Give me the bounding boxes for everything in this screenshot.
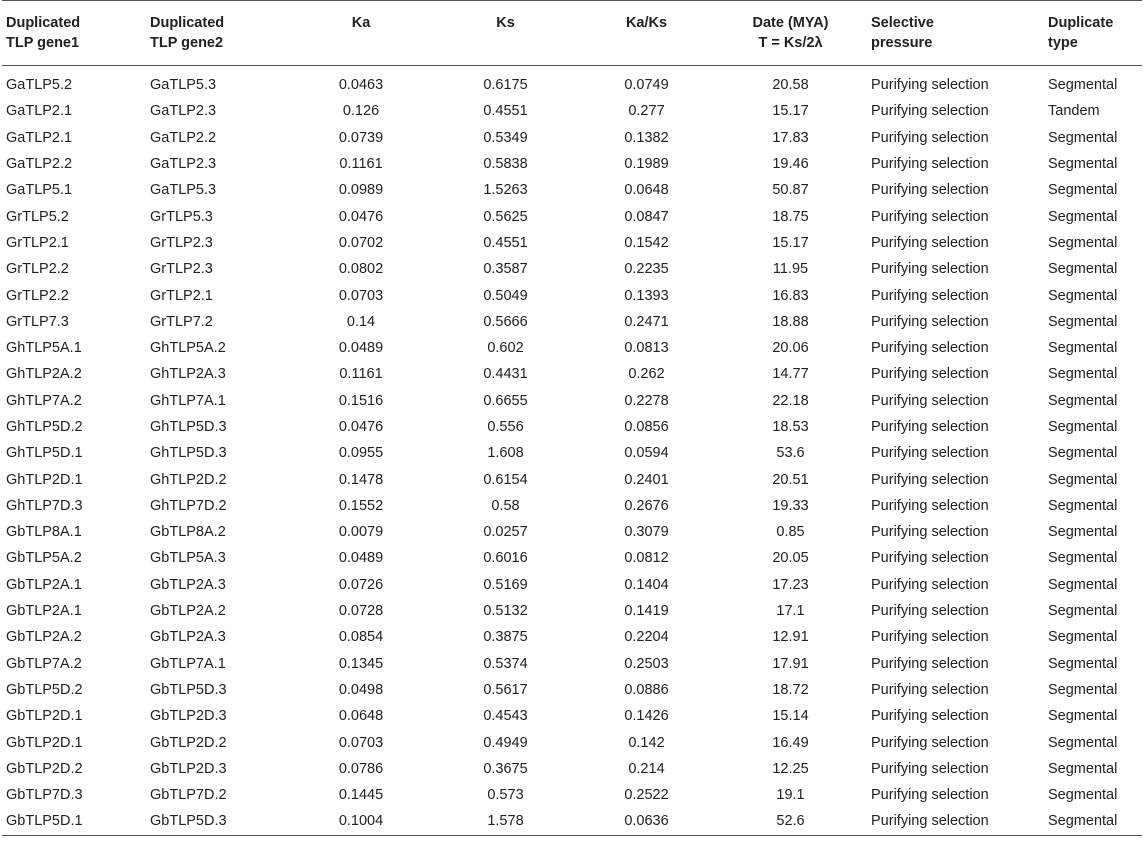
header-ks: Ks [496,15,515,31]
selective-pressure-cell: Purifying selection [871,287,989,304]
ka-cell: 0.0955 [338,445,384,462]
duplicate-type-cell: Segmental [1048,813,1118,830]
gene2-cell: GbTLP8A.2 [150,524,226,541]
table-row [2,256,1142,282]
date-cell: 15.17 [772,234,809,251]
table-row [2,203,1142,229]
selective-pressure-cell: Purifying selection [871,208,989,225]
selective-pressure-cell: Purifying selection [871,445,989,462]
gene2-cell: GrTLP7.2 [150,313,213,330]
date-cell: 15.14 [772,708,809,725]
gene2-cell: GaTLP2.3 [150,103,217,120]
gene1-cell: GaTLP2.1 [6,129,73,146]
ka-ks-cell: 0.0648 [624,182,669,199]
ka-cell: 0.0786 [338,760,384,777]
ks-cell: 0.5374 [483,655,528,672]
date-cell: 18.53 [772,419,809,435]
ka-ks-cell: 0.2401 [624,471,669,488]
gene2-cell: GbTLP5A.3 [150,550,226,567]
date-cell: 19.33 [772,497,809,514]
ka-cell: 0.0726 [338,576,384,593]
ka-ks-cell: 0.2278 [624,392,669,409]
gene2-cell: GhTLP5A.2 [150,340,226,357]
date-cell: 18.75 [772,208,809,225]
gene1-cell: GbTLP5A.2 [6,550,82,567]
date-cell: 17.23 [772,576,809,593]
gene1-cell: GbTLP2A.1 [6,603,82,620]
table-row [2,651,1142,677]
header-ka-ks: Ka/Ks [625,15,668,31]
header-gene1: Duplicated TLP gene1 [6,15,81,51]
duplicate-type-cell: Segmental [1048,261,1118,278]
gene1-cell: GhTLP5A.1 [6,340,82,357]
table-row [2,440,1142,466]
gene2-cell: GaTLP5.3 [150,182,217,199]
gene1-cell: GbTLP5D.2 [6,681,83,698]
selective-pressure-cell: Purifying selection [871,524,989,541]
ka-ks-cell: 0.214 [628,760,665,777]
duplicate-type-cell: Segmental [1048,603,1118,620]
duplicate-type-cell: Segmental [1048,576,1118,593]
gene2-cell: GaTLP2.3 [150,156,217,173]
gene2-cell: GaTLP2.2 [150,129,217,146]
duplicate-type-cell: Segmental [1048,681,1118,698]
date-cell: 19.1 [776,787,805,804]
date-cell: 11.95 [772,261,809,278]
table-row [2,151,1142,177]
ks-cell: 0.5625 [483,208,528,225]
duplicate-type-cell: Segmental [1048,77,1118,94]
duplicate-type-cell: Segmental [1048,629,1118,646]
date-cell: 52.6 [776,813,805,830]
table-row [2,677,1142,703]
gene1-cell: GbTLP2A.1 [6,576,82,593]
ks-cell: 0.556 [487,419,524,435]
selective-pressure-cell: Purifying selection [871,550,989,567]
ks-cell: 0.4949 [483,734,528,751]
gene1-cell: GhTLP2A.2 [6,366,82,383]
gene1-cell: GrTLP2.1 [6,234,69,251]
gene2-cell: GbTLP2A.2 [150,603,226,620]
ks-cell: 0.4543 [483,708,528,725]
ks-cell: 1.578 [487,813,524,830]
gene1-cell: GaTLP5.2 [6,77,73,94]
duplicate-type-cell: Segmental [1048,182,1118,199]
selective-pressure-cell: Purifying selection [871,629,989,646]
duplicate-type-cell: Segmental [1048,787,1118,804]
ka-cell: 0.0802 [338,261,384,278]
ks-cell: 1.5263 [483,182,528,199]
table-row [2,756,1142,782]
date-cell: 20.06 [772,340,809,357]
ka-ks-cell: 0.0813 [624,340,669,357]
header-duplicate-type: Duplicate type [1048,15,1114,51]
gene1-cell: GrTLP7.3 [6,313,69,330]
gene2-cell: GbTLP2D.3 [150,708,227,725]
ks-cell: 0.4551 [483,103,528,120]
selective-pressure-cell: Purifying selection [871,787,989,804]
gene2-cell: GrTLP5.3 [150,208,213,225]
table-row [2,125,1142,151]
selective-pressure-cell: Purifying selection [871,234,989,251]
selective-pressure-cell: Purifying selection [871,760,989,777]
ka-cell: 0.0728 [338,603,384,620]
table-row [2,572,1142,598]
ka-cell: 0.0476 [338,419,384,435]
table-row [2,414,1142,440]
ks-cell: 0.6175 [483,77,528,94]
table-row [2,361,1142,387]
ka-cell: 0.1552 [338,497,384,514]
selective-pressure-cell: Purifying selection [871,734,989,751]
duplicate-type-cell: Segmental [1048,234,1118,251]
selective-pressure-cell: Purifying selection [871,576,989,593]
selective-pressure-cell: Purifying selection [871,471,989,488]
ka-cell: 0.0703 [338,734,384,751]
ka-cell: 0.0648 [338,708,384,725]
duplicate-type-cell: Tandem [1048,103,1100,120]
ka-ks-cell: 0.0812 [624,550,669,567]
ks-cell: 1.608 [487,445,524,462]
ka-cell: 0.1345 [338,655,384,672]
gene2-cell: GbTLP7A.1 [150,655,226,672]
gene1-cell: GaTLP5.1 [6,182,73,199]
date-cell: 16.49 [772,734,809,751]
date-cell: 15.17 [772,103,809,120]
ka-ks-cell: 0.0886 [624,681,669,698]
gene2-cell: GhTLP2D.2 [150,471,227,488]
selective-pressure-cell: Purifying selection [871,261,989,278]
duplicate-type-cell: Segmental [1048,392,1118,409]
selective-pressure-cell: Purifying selection [871,340,989,357]
header-ka: Ka [351,15,371,31]
selective-pressure-cell: Purifying selection [871,182,989,199]
date-cell: 22.18 [772,392,809,409]
date-cell: 0.85 [776,524,805,541]
ka-cell: 0.0854 [338,629,384,646]
ka-ks-cell: 0.1404 [624,576,669,593]
header-selective-pressure: Selective pressure [871,15,934,51]
duplicate-type-cell: Segmental [1048,129,1118,146]
date-cell: 18.72 [772,681,809,698]
ka-ks-cell: 0.3079 [624,524,669,541]
ka-ks-cell: 0.2204 [624,629,669,646]
duplicate-type-cell: Segmental [1048,655,1118,672]
selective-pressure-cell: Purifying selection [871,813,989,830]
ka-ks-cell: 0.0636 [624,813,669,830]
ks-cell: 0.5617 [483,681,528,698]
gene1-cell: GbTLP7D.3 [6,787,83,804]
ka-cell: 0.14 [346,313,376,330]
selective-pressure-cell: Purifying selection [871,681,989,698]
table-row [2,519,1142,545]
table-row [2,729,1142,755]
date-cell: 12.25 [772,760,809,777]
duplicate-type-cell: Segmental [1048,445,1118,462]
duplicate-type-cell: Segmental [1048,313,1118,330]
gene1-cell: GhTLP7D.3 [6,497,83,514]
date-cell: 20.58 [772,77,809,94]
table-row [2,466,1142,492]
table-row [2,703,1142,729]
gene2-cell: GhTLP7D.2 [150,497,227,514]
ka-ks-cell: 0.0749 [624,77,669,94]
date-cell: 19.46 [772,156,809,173]
duplicate-type-cell: Segmental [1048,760,1118,777]
duplicate-type-cell: Segmental [1048,524,1118,541]
date-cell: 50.87 [772,182,809,199]
gene2-cell: GrTLP2.1 [150,287,213,304]
table-row [2,545,1142,571]
ks-cell: 0.5169 [483,576,528,593]
ks-cell: 0.573 [487,787,524,804]
header-row [2,1,1142,66]
ka-cell: 0.0989 [338,182,384,199]
ka-ks-cell: 0.262 [628,366,665,383]
duplicate-type-cell: Segmental [1048,366,1118,383]
duplicate-type-cell: Segmental [1048,419,1118,435]
table-row [2,782,1142,808]
date-cell: 16.83 [772,287,809,304]
header-date: Date (MYA) T = Ks/2λ [752,15,829,51]
ka-cell: 0.0476 [338,208,384,225]
table-row [2,388,1142,414]
ks-cell: 0.6655 [483,392,528,409]
selective-pressure-cell: Purifying selection [871,603,989,620]
ks-cell: 0.5838 [483,156,528,173]
gene1-cell: GbTLP7A.2 [6,655,82,672]
ka-cell: 0.0489 [338,550,384,567]
ka-cell: 0.0702 [338,234,384,251]
date-cell: 20.05 [772,550,809,567]
ka-ks-cell: 0.2235 [624,261,669,278]
ks-cell: 0.0257 [483,524,528,541]
selective-pressure-cell: Purifying selection [871,392,989,409]
selective-pressure-cell: Purifying selection [871,129,989,146]
ks-cell: 0.6154 [483,471,528,488]
gene2-cell: GhTLP7A.1 [150,392,226,409]
date-cell: 17.1 [776,603,805,620]
ks-cell: 0.3587 [483,261,528,278]
gene2-cell: GrTLP2.3 [150,234,213,251]
ka-ks-cell: 0.0594 [624,445,669,462]
gene1-cell: GrTLP5.2 [6,208,69,225]
ka-ks-cell: 0.1426 [624,708,669,725]
duplicate-type-cell: Segmental [1048,471,1118,488]
ka-ks-cell: 0.1382 [624,129,669,146]
selective-pressure-cell: Purifying selection [871,497,989,514]
ks-cell: 0.5666 [483,313,528,330]
selective-pressure-cell: Purifying selection [871,313,989,330]
ka-cell: 0.126 [342,103,380,120]
gene2-cell: GbTLP5D.3 [150,681,227,698]
ka-cell: 0.1161 [339,366,383,383]
gene2-cell: GbTLP2D.2 [150,734,227,751]
ka-cell: 0.1478 [338,471,384,488]
ks-cell: 0.3875 [483,629,528,646]
ka-ks-cell: 0.142 [628,734,665,751]
date-cell: 20.51 [772,471,809,488]
table-row [2,98,1142,124]
table-row [2,66,1142,99]
ka-cell: 0.1516 [338,392,384,409]
selective-pressure-cell: Purifying selection [871,77,989,94]
selective-pressure-cell: Purifying selection [871,156,989,173]
ka-ks-cell: 0.1393 [624,287,669,304]
gene-duplication-table [2,0,1142,836]
ka-ks-cell: 0.2676 [624,497,669,514]
ks-cell: 0.6016 [483,550,528,567]
gene1-cell: GaTLP2.1 [6,103,73,120]
duplicate-type-cell: Segmental [1048,550,1118,567]
table-row [2,335,1142,361]
duplicate-type-cell: Segmental [1048,340,1118,357]
ka-cell: 0.0079 [338,524,384,541]
date-cell: 53.6 [776,445,805,462]
gene1-cell: GrTLP2.2 [6,287,69,304]
ka-ks-cell: 0.2471 [624,313,669,330]
gene2-cell: GaTLP5.3 [150,77,217,94]
header-gene2: Duplicated TLP gene2 [150,15,225,51]
table-row [2,177,1142,203]
ka-cell: 0.1161 [339,156,383,173]
table-row [2,493,1142,519]
gene1-cell: GrTLP2.2 [6,261,69,278]
table-row [2,624,1142,650]
gene1-cell: GbTLP5D.1 [6,813,83,830]
ka-ks-cell: 0.277 [628,103,665,120]
gene2-cell: GbTLP2A.3 [150,576,226,593]
ks-cell: 0.58 [491,497,520,514]
ks-cell: 0.4431 [483,366,528,383]
selective-pressure-cell: Purifying selection [871,655,989,672]
gene1-cell: GhTLP2D.1 [6,471,83,488]
table-row [2,309,1142,335]
gene2-cell: GbTLP5D.3 [150,813,227,830]
table-row [2,230,1142,256]
gene2-cell: GbTLP7D.2 [150,787,227,804]
selective-pressure-cell: Purifying selection [871,419,989,435]
table-row [2,598,1142,624]
gene1-cell: GbTLP2D.1 [6,708,83,725]
date-cell: 18.88 [772,313,809,330]
gene2-cell: GhTLP5D.3 [150,445,227,462]
ka-ks-cell: 0.2522 [624,787,669,804]
ka-ks-cell: 0.1419 [624,603,669,620]
table-body [2,66,1142,836]
gene1-cell: GaTLP2.2 [6,156,73,173]
table-row [2,282,1142,308]
gene1-cell: GbTLP2D.1 [6,734,83,751]
date-cell: 17.91 [772,655,809,672]
gene1-cell: GbTLP2A.2 [6,629,82,646]
ks-cell: 0.5132 [483,603,528,620]
gene1-cell: GbTLP8A.1 [6,524,82,541]
selective-pressure-cell: Purifying selection [871,708,989,725]
selective-pressure-cell: Purifying selection [871,103,989,120]
gene1-cell: GhTLP5D.2 [6,419,83,435]
gene2-cell: GbTLP2A.3 [150,629,226,646]
gene1-cell: GhTLP7A.2 [6,392,82,409]
ka-cell: 0.0739 [338,129,384,146]
ks-cell: 0.5049 [483,287,528,304]
ks-cell: 0.602 [487,340,524,357]
ka-ks-cell: 0.1542 [624,234,669,251]
duplicate-type-cell: Segmental [1048,734,1118,751]
ka-ks-cell: 0.0847 [624,208,669,225]
date-cell: 17.83 [772,129,809,146]
gene1-cell: GhTLP5D.1 [6,445,83,462]
date-cell: 14.77 [772,366,809,383]
gene2-cell: GrTLP2.3 [150,261,213,278]
ka-cell: 0.0498 [338,681,384,698]
date-cell: 12.91 [772,629,809,646]
gene2-cell: GhTLP2A.3 [150,366,226,383]
gene1-cell: GbTLP2D.2 [6,760,83,777]
ka-cell: 0.0489 [338,340,384,357]
ka-cell: 0.1004 [338,813,384,830]
ks-cell: 0.4551 [483,234,528,251]
selective-pressure-cell: Purifying selection [871,366,989,383]
duplicate-type-cell: Segmental [1048,497,1118,514]
ka-ks-cell: 0.1989 [624,156,669,173]
ka-ks-cell: 0.2503 [624,655,669,672]
gene2-cell: GbTLP2D.3 [150,760,227,777]
table-row [2,808,1142,835]
ka-cell: 0.0703 [338,287,384,304]
ks-cell: 0.3675 [483,760,528,777]
duplicate-type-cell: Segmental [1048,708,1118,725]
ka-ks-cell: 0.0856 [624,419,669,435]
duplicate-type-cell: Segmental [1048,287,1118,304]
duplicate-type-cell: Segmental [1048,156,1118,173]
duplicate-type-cell: Segmental [1048,208,1118,225]
ka-cell: 0.1445 [338,787,384,804]
ka-cell: 0.0463 [338,77,384,94]
ks-cell: 0.5349 [483,129,528,146]
gene2-cell: GhTLP5D.3 [150,419,227,435]
